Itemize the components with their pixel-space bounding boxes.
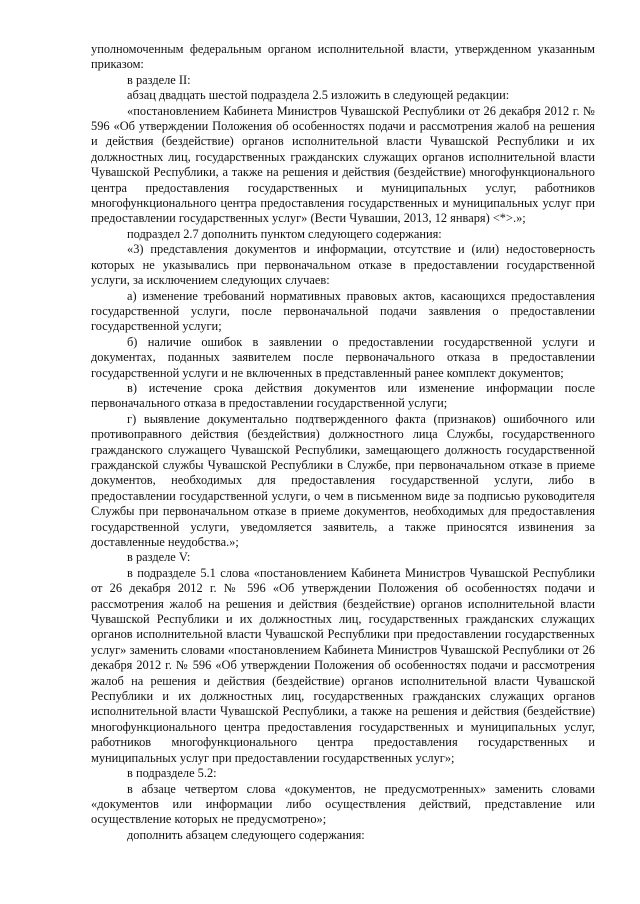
- paragraph-7: а) изменение требований нормативных правовых актов, касающихся предоставления государственной услуги, после первоначальной подачи заявления о предоставлении государственной услуги;: [91, 288, 595, 334]
- paragraph-3: абзац двадцать шестой подраздела 2.5 изложить в следующей редакции:: [127, 88, 510, 103]
- paragraph-2: в разделе II:: [127, 72, 191, 87]
- paragraph-9: в) истечение срока действия документов или изменение информации после первоначального отказа в предоставлении государственной услуги;: [91, 380, 595, 411]
- paragraph-1: уполномоченным федеральным органом исполнительной власти, утвержденном указанным приказом:: [91, 42, 595, 72]
- paragraph-13: в подразделе 5.2:: [127, 766, 217, 781]
- paragraph-15: дополнить абзацем следующего содержания:: [127, 827, 365, 842]
- document-page: [91, 42, 595, 843]
- paragraph-4: «постановлением Кабинета Министров Чувашской Республики от 26 декабря 2012 г. № 596 «Об утверждении Положения об особенностях подачи и рассмотрения жалоб на решения и действия (бездействие) органов исполнительной власти Чувашской Республики и их должностных лиц, государственных гражданских служащих органов исполнительной власти Чувашской Республики, а также на решения и действия (бездействие) многофункционального центра предоставления государственных и муниципальных услуг, работников многофункционального центра предоставления государственных и муниципальных услуг при предоставлении государственных услуг» (Вести Чувашии, 2013, 12 января) <*>.»;: [91, 103, 595, 226]
- paragraph-8: б) наличие ошибок в заявлении о предоставлении государственной услуги и документах, поданных заявителем после первоначального отказа в предоставлении государственной услуги и не включенных в представленный ранее комплект документов;: [91, 334, 595, 380]
- paragraph-11: в разделе V:: [127, 550, 191, 565]
- paragraph-5: подраздел 2.7 дополнить пунктом следующего содержания:: [127, 226, 442, 241]
- paragraph-6: «3) представления документов и информации, отсутствие и (или) недостоверность которых не указывались при первоначальном отказе в предоставлении государственной услуги, за исключением следующих случаев:: [91, 242, 595, 288]
- paragraph-12: в подразделе 5.1 слова «постановлением Кабинета Министров Чувашской Республики от 26 декабря 2012 г. № 596 «Об утверждении Положения об особенностях подачи и рассмотрения жалоб на решения и действия (бездействие) органов исполнительной власти Чувашской Республики и их должностных лиц, государственных гражданских служащих органов исполнительной власти Чувашской Республики при предоставлении государственных услуг» заменить словами «постановлением Кабинета Министров Чувашской Республики от 26 декабря 2012 г. № 596 «Об утверждении Положения об особенностях подачи и рассмотрения жалоб на решения и действия (бездействие) органов исполнительной власти Чувашской Республики и их должностных лиц, государственных гражданских служащих органов исполнительной власти Чувашской Республики, а также на решения и действия (бездействие) многофункционального центра предоставления государственных и муниципальных услуг, работников многофункционального центра предоставления государственных и муниципальных услуг при предоставлении государственных услуг»;: [91, 565, 595, 765]
- paragraph-10: г) выявление документально подтвержденного факта (признаков) ошибочного или противоправного действия (бездействия) должностного лица Службы, государственного гражданского служащего Чувашской Республики, замещающего должность государственной гражданской службы Чувашской Республики в Службе, при первоначальном отказе в приеме документов, необходимых для предоставления государственной услуги, либо в предоставлении государственной услуги, о чем в письменном виде за подписью руководителя Службы при первоначальном отказе в приеме документов, необходимых для предоставления государственной услуги, уведомляется заявитель, а также приносятся извинения за доставленные неудобства.»;: [91, 411, 595, 549]
- paragraph-14: в абзаце четвертом слова «документов, не предусмотренных» заменить словами «документов или информации либо осуществления действий, представление или осуществление которых не предусмотрено»;: [91, 781, 595, 827]
